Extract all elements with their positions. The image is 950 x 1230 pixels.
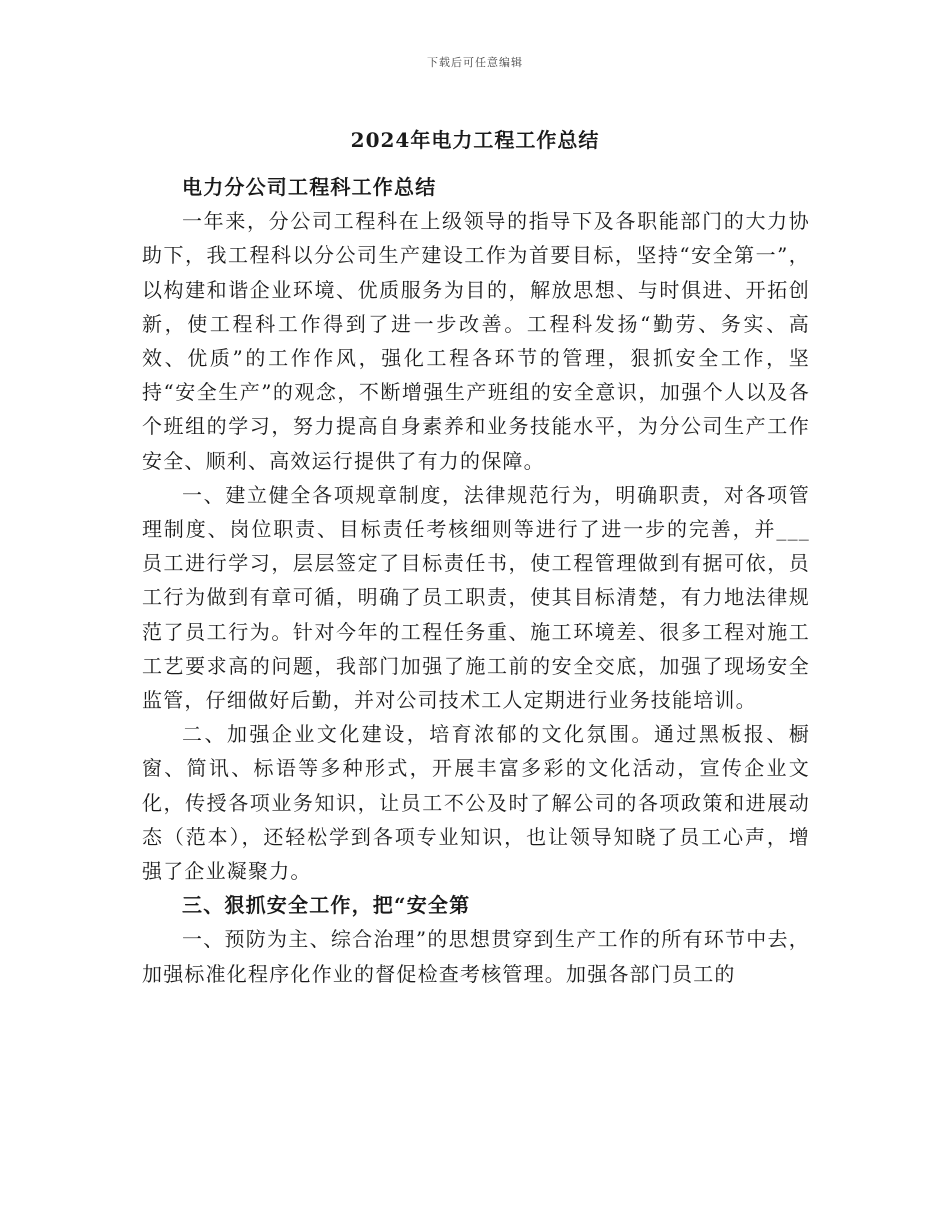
- document-body: [142, 170, 810, 991]
- document-title: 2024年电力工程工作总结: [350, 128, 600, 152]
- body-paragraph: 一、预防为主、综合治理”的思想贯穿到生产工作的所有环节中去，加强标准化程序化作业的督促检查考核管理。加强各部门员工的: [142, 927, 810, 986]
- body-paragraph: 一、建立健全各项规章制度，法律规范行为，明确职责，对各项管理制度、岗位职责、目标责任考核细则等进行了进一步的完善，并___员工进行学习，层层签定了目标责任书，使工程管理做到有据可依，员工行为做到有章可循，明确了员工职责，使其目标清楚，有力地法律规范了员工行为。针对今年的工程任务重、施工环境差、很多工程对施工工艺要求高的问题，我部门加强了施工前的安全交底，加强了现场安全监管，仔细做好后勤，并对公司技术工人定期进行业务技能培训。: [142, 482, 810, 713]
- body-paragraph: 二、加强企业文化建设，培育浓郁的文化氛围。通过黑板报、橱窗、简讯、标语等多种形式，开展丰富多彩的文化活动，宣传企业文化，传授各项业务知识，让员工不公及时了解公司的各项政策和进展动态（范本），还轻松学到各项专业知识，也让领导知晓了员工心声，增强了企业凝聚力。: [142, 722, 810, 884]
- page-header-note: 下载后可任意编辑: [427, 56, 523, 69]
- body-paragraph: 一年来，分公司工程科在上级领导的指导下及各职能部门的大力协助下，我工程科以分公司生产建设工作为首要目标，坚持“安全第一”，以构建和谐企业环境、优质服务为目的，解放思想、与时俱进、开拓创新，使工程科工作得到了进一步改善。工程科发扬“勤劳、务实、高效、优质”的工作作风，强化工程各环节的管理，狠抓安全工作，坚持“安全生产”的观念，不断增强生产班组的安全意识，加强个人以及各个班组的学习，努力提高自身素养和业务技能水平，为分公司生产工作安全、顺利、高效运行提供了有力的保障。: [142, 209, 810, 473]
- section-heading: 三、狠抓安全工作，把“安全第: [182, 893, 471, 918]
- section-heading: 电力分公司工程科工作总结: [182, 175, 437, 199]
